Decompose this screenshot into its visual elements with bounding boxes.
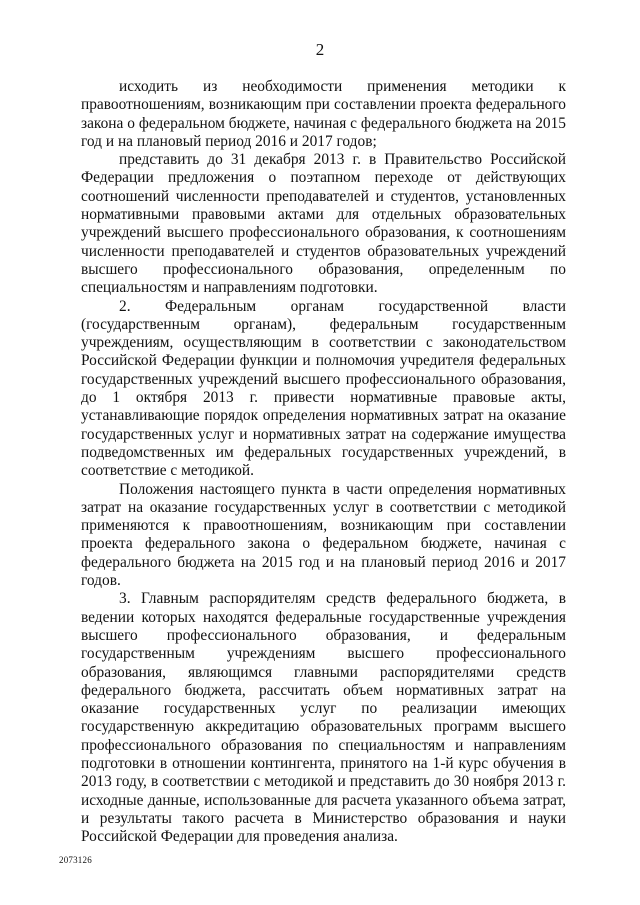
paragraph-apply-methodology: исходить из необходимости применения методики к правоотношениям, возникающим при составлении проекта федерального закона о федеральном бюджете, начиная с федерального бюджета на 2015 год и на плановый период 2016 и 2017 годов; [81,78,566,150]
paragraph-item-2: 2. Федеральным органам государственной власти (государственным органам), федеральным государственным учреждениям, осуществляющим в соответствии с законодательством Российской Федерации функции и полномочия учредителя федеральных государственных учреждений высшего профессионального образования, до 1 октября 2013 г. привести нормативные правовые акты, устанавливающие порядок определения нормативных затрат на оказание государственных услуг и нормативных затрат на содержание имущества подведомственных им федеральных государственных учреждений, в соответствие с методикой. [81,297,566,480]
paragraph-item-3: 3. Главным распорядителям средств федерального бюджета, в ведении которых находятся федеральные государственные учреждения высшего профессионального образования, и федеральным государственным учреждениям высшего профессионального образования, являющимся главными распорядителями средств федерального бюджета, рассчитать объем нормативных затрат на оказание государственных услуг по реализации имеющих государственную аккредитацию образовательных программ высшего профессионального образования по специальностям и направлениям подготовки в отношении контингента, принятого на 1-й курс обучения в 2013 году, в соответствии с методикой и представить до 30 ноября 2013 г. исходные данные, использованные для расчета указанного объема затрат, и результаты такого расчета в Министерство образования и науки Российской Федерации для проведения анализа. [81,590,566,846]
paragraph-submit-proposals: представить до 31 декабря 2013 г. в Правительство Российской Федерации предложения о поэтапном переходе от действующих соотношений численности преподавателей и студентов, установленных нормативными правовыми актами для отдельных образовательных учреждений высшего профессионального образования, к соотношениям численности преподавателей и студентов образовательных учреждений высшего профессионального образования, определенным по специальностям и направлениям подготовки. [81,151,566,297]
page-number: 2 [315,40,325,59]
document-body [81,78,566,846]
paragraph-item-2-provisions: Положения настоящего пункта в части определения нормативных затрат на оказание государственных услуг в соответствии с методикой применяются к правоотношениям, возникающим при составлении проекта федерального закона о федеральном бюджете, начиная с федерального бюджета на 2015 год и на плановый период 2016 и 2017 годов. [81,480,566,590]
document-code: 2073126 [59,855,92,865]
